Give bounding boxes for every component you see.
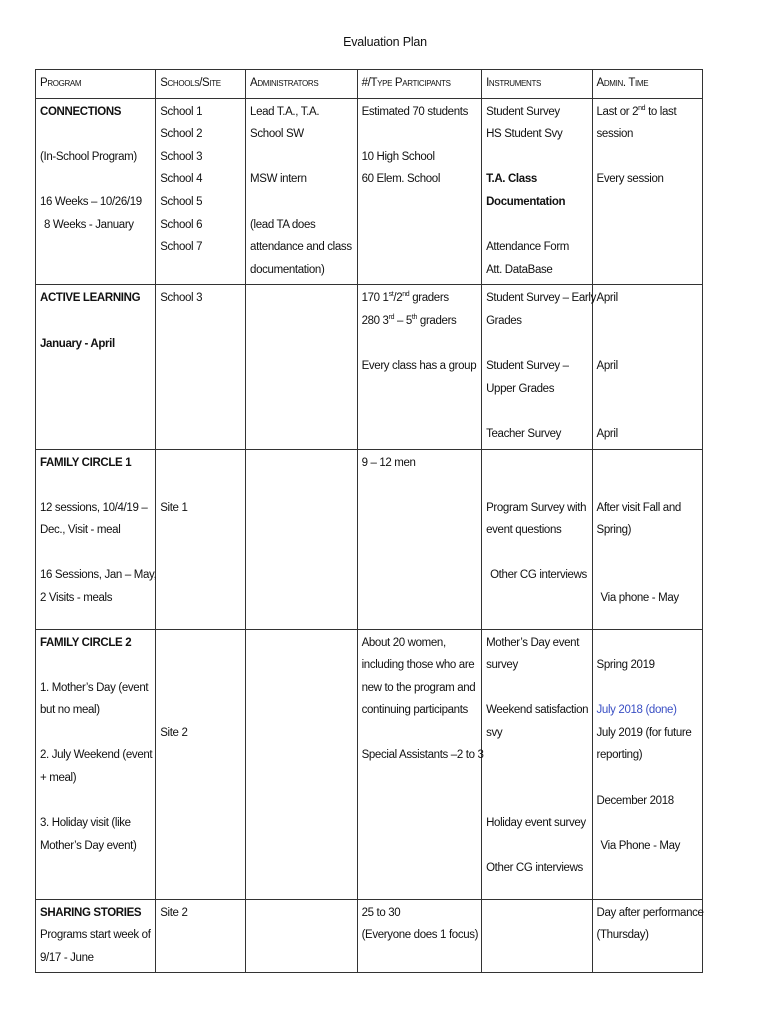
participants-cell xyxy=(357,629,482,899)
program-cell xyxy=(36,629,156,899)
program-event: but no meal) xyxy=(40,704,100,717)
participants-cell xyxy=(357,285,482,449)
admin-time-item: Via phone - May xyxy=(600,592,679,605)
instrument-item: Other CG interviews xyxy=(490,569,587,582)
instrument-item: T.A. Class xyxy=(486,173,537,186)
participant-item: Estimated 70 students xyxy=(361,105,468,118)
instrument-item: Teacher Survey xyxy=(486,427,562,440)
program-event: Mother’s Day event) xyxy=(40,839,137,852)
instrument-item: Att. DataBase xyxy=(486,263,553,276)
program-schedule: 12 sessions, 10/4/19 – xyxy=(40,501,148,514)
schools-cell xyxy=(156,449,246,629)
header-instruments: Instruments xyxy=(482,70,592,99)
schools-cell xyxy=(156,899,246,973)
instruments-cell xyxy=(482,285,596,449)
schools-cell xyxy=(156,285,246,449)
instrument-item: Student Survey – xyxy=(486,360,569,373)
table-row-connections xyxy=(36,98,703,285)
table-header-row xyxy=(36,70,703,99)
admin-time-item: April xyxy=(596,360,618,373)
administrators-cell xyxy=(246,899,358,973)
program-name: ACTIVE LEARNING xyxy=(40,292,141,305)
site-item: Site 2 xyxy=(160,726,188,739)
admin-time-item: Via Phone - May xyxy=(600,839,681,852)
site-item: Site 2 xyxy=(160,906,188,919)
instrument-item: HS Student Svy xyxy=(486,128,563,141)
table-row-family-circle-2 xyxy=(36,629,703,899)
instrument-item: Grades xyxy=(486,314,522,327)
admin-time-item: Day after performance xyxy=(596,906,704,919)
admin-time-cell xyxy=(592,98,702,285)
header-administrators: Administrators xyxy=(246,70,358,99)
instrument-item: Weekend satisfaction xyxy=(486,704,589,717)
evaluation-plan-table xyxy=(35,69,703,973)
admin-note: (lead TA does xyxy=(250,218,316,231)
participant-item: 170 1st/2nd graders xyxy=(361,291,449,305)
program-cell xyxy=(36,98,156,285)
table-row-family-circle-1 xyxy=(36,449,703,629)
school-item: School 3 xyxy=(160,150,203,163)
program-schedule: 16 Weeks – 10/26/19 xyxy=(40,195,142,208)
instrument-item: event questions xyxy=(486,524,562,537)
table-row-active-learning xyxy=(36,285,703,449)
participant-item: 10 High School xyxy=(361,150,435,163)
participant-item: (Everyone does 1 focus) xyxy=(361,929,479,942)
school-item: School 4 xyxy=(160,173,203,186)
program-cell xyxy=(36,899,156,973)
admin-time-item: (Thursday) xyxy=(596,929,649,942)
admin-time-item: Last or 2nd to last xyxy=(596,104,677,118)
program-schedule: 8 Weeks - January xyxy=(44,218,134,231)
admin-time-item: Spring) xyxy=(596,524,632,537)
program-name: SHARING STORIES xyxy=(40,906,142,919)
schools-cell xyxy=(156,98,246,285)
school-item: School 6 xyxy=(160,218,203,231)
instrument-item: Holiday event survey xyxy=(486,817,586,830)
participants-cell xyxy=(357,899,482,973)
participant-item: 25 to 30 xyxy=(361,906,401,919)
program-event: 3. Holiday visit (like xyxy=(40,817,131,830)
program-cell xyxy=(36,449,156,629)
program-schedule: January - April xyxy=(40,337,115,350)
instrument-item: Documentation xyxy=(486,195,566,208)
admin-time-item: reporting) xyxy=(596,749,643,762)
header-schools-site: Schools/Site xyxy=(156,70,246,99)
admin-item: MSW intern xyxy=(250,173,307,186)
instrument-item: Student Survey xyxy=(486,105,560,118)
program-event: + meal) xyxy=(40,772,77,785)
administrators-cell xyxy=(246,449,358,629)
admin-time-item: December 2018 xyxy=(596,794,674,807)
administrators-cell xyxy=(246,285,358,449)
program-name: FAMILY CIRCLE 1 xyxy=(40,456,132,469)
admin-time-item: July 2019 (for future xyxy=(596,726,692,739)
admin-time-item: April xyxy=(596,427,618,440)
participant-item: new to the program and xyxy=(361,681,476,694)
school-item: School 2 xyxy=(160,128,203,141)
program-name: CONNECTIONS xyxy=(40,105,122,118)
table-row-sharing-stories xyxy=(36,899,703,973)
participants-cell xyxy=(357,98,482,285)
admin-time-cell xyxy=(592,629,702,899)
header-participants: #/Type Participants xyxy=(357,70,482,99)
admin-item: School SW xyxy=(250,128,304,141)
page-title: Evaluation Plan xyxy=(343,35,427,49)
participant-item: 9 – 12 men xyxy=(361,456,416,469)
instrument-item: survey xyxy=(486,659,518,672)
site-item: Site 1 xyxy=(160,501,188,514)
participant-item: 60 Elem. School xyxy=(361,173,441,186)
participant-item: Every class has a group xyxy=(361,360,477,373)
admin-item: Lead T.A., T.A. xyxy=(250,105,320,118)
program-name: FAMILY CIRCLE 2 xyxy=(40,636,132,649)
admin-time-item: Spring 2019 xyxy=(596,659,655,672)
instrument-item: Attendance Form xyxy=(486,241,570,254)
program-type: (In-School Program) xyxy=(40,150,137,163)
participant-item: including those who are xyxy=(361,659,475,672)
instrument-item: Program Survey with xyxy=(486,501,587,514)
administrators-cell xyxy=(246,629,358,899)
instrument-item: Upper Grades xyxy=(486,382,555,395)
school-item: School 7 xyxy=(160,241,203,254)
program-schedule: 16 Sessions, Jan – May, xyxy=(40,569,157,582)
admin-time-cell xyxy=(592,899,702,973)
header-program: Program xyxy=(36,70,156,99)
school-item: School 1 xyxy=(160,105,203,118)
participant-item: About 20 women, xyxy=(361,636,446,649)
schools-cell xyxy=(156,629,246,899)
instrument-item: Mother’s Day event xyxy=(486,636,580,649)
admin-note: documentation) xyxy=(250,263,325,276)
participants-cell xyxy=(357,449,482,629)
program-schedule: Dec., Visit - meal xyxy=(40,524,121,537)
admin-time-item: Every session xyxy=(596,173,664,186)
program-schedule: 2 Visits - meals xyxy=(40,592,113,605)
admin-time-item: April xyxy=(596,292,618,305)
admin-time-cell xyxy=(592,285,702,449)
administrators-cell xyxy=(246,98,358,285)
instrument-item: svy xyxy=(486,726,503,739)
instrument-item: Student Survey – Early xyxy=(486,292,596,305)
school-item: School 3 xyxy=(160,292,203,305)
program-event: 1. Mother’s Day (event xyxy=(40,681,149,694)
instruments-cell xyxy=(482,629,592,899)
admin-time-done: July 2018 (done) xyxy=(596,704,677,717)
program-cell xyxy=(36,285,156,449)
header-admin-time: Admin. Time xyxy=(592,70,702,99)
program-schedule: Programs start week of xyxy=(40,929,151,942)
admin-time-item: session xyxy=(596,128,634,141)
admin-time-cell xyxy=(592,449,702,629)
school-item: School 5 xyxy=(160,195,203,208)
participant-item: Special Assistants –2 to 3 xyxy=(361,749,484,762)
instruments-cell xyxy=(482,449,592,629)
instruments-cell xyxy=(482,899,592,973)
program-schedule: 9/17 - June xyxy=(40,951,94,964)
participant-item: 280 3rd – 5th graders xyxy=(361,314,457,327)
participant-item: continuing participants xyxy=(361,704,468,717)
instruments-cell xyxy=(482,98,592,285)
program-event: 2. July Weekend (event xyxy=(40,749,153,762)
admin-time-item: After visit Fall and xyxy=(596,501,681,514)
admin-note: attendance and class xyxy=(250,241,352,254)
instrument-item: Other CG interviews xyxy=(486,862,583,875)
